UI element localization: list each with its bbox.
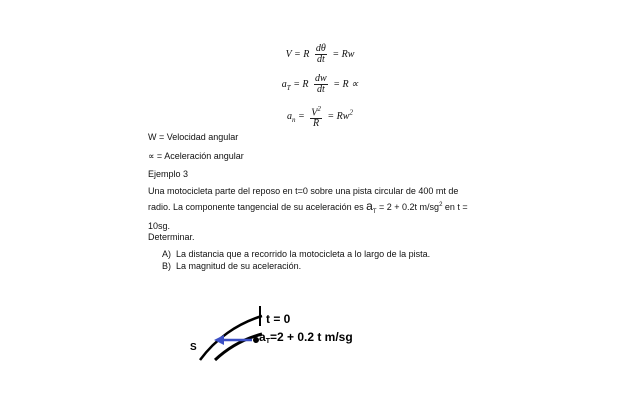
definition-angular-acceleration: ∝ = Aceleración angular <box>148 151 244 161</box>
t-zero-label: t = 0 <box>266 312 291 326</box>
velocity-equation: V = R $\frac{d\theta}{dt}$ = Rw <box>285 43 355 65</box>
determine-label: Determinar. <box>148 232 195 242</box>
question-a: A) La distancia que a recorrido la motocicleta a lo largo de la pista. <box>162 249 431 259</box>
example-title: Ejemplo 3 <box>148 169 189 179</box>
tangential-acceleration-label: aT=2 + 0.2 t m/sg <box>259 330 353 345</box>
example-line-3: 10sg. <box>148 220 171 231</box>
s-label: S <box>190 342 197 353</box>
tangential-acceleration-equation: $a_T = R$ $\frac{dw}{dt}$ = R ∝ <box>281 73 359 95</box>
question-b: B) La magnitud de su aceleración. <box>162 261 302 271</box>
definition-angular-velocity: W = Velocidad angular <box>148 132 239 142</box>
example-line-1: Una motocicleta parte del reposo en t=0 sobre una pista circular de 400 mt de <box>148 186 459 196</box>
example-line-2: radio. La componente tangencial de su aceleración es $a_T = 2 + 0.2t$ $m/sg^2$ en t = <box>148 199 468 215</box>
normal-acceleration-equation: $a_n$ = $\frac{V^2}{R}$ = $Rw^2$ <box>287 105 353 130</box>
